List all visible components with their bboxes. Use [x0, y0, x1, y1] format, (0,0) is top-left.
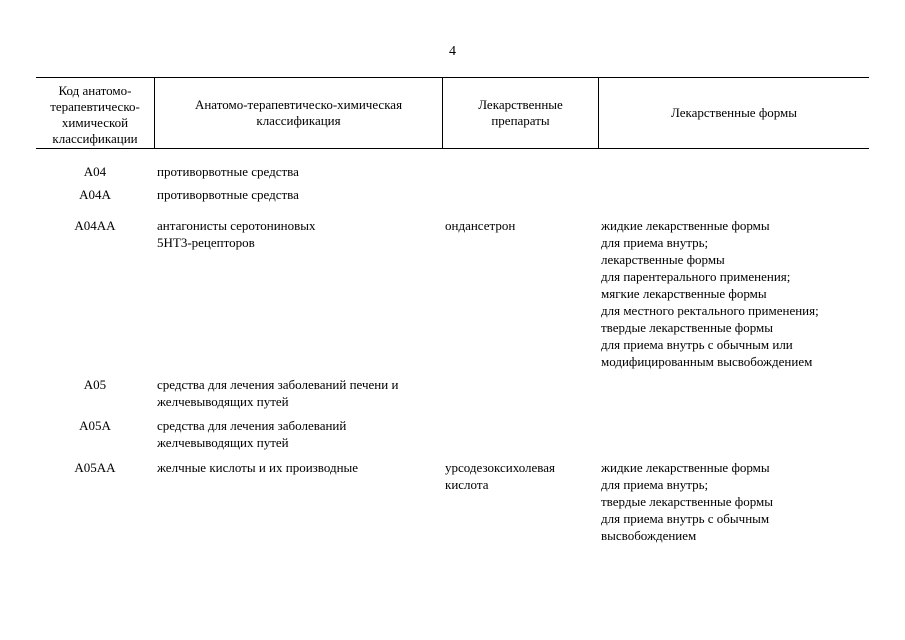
row-atc: противорвотные средства	[157, 164, 299, 179]
row-forms: жидкие лекарственные формы для приема внутрь; твердые лекарственные формы для приема внутрь с обычным высвобождением	[601, 460, 773, 543]
row-atc: антагонисты серотониновых 5НТ3-рецепторов	[157, 218, 316, 250]
row-atc: средства для лечения заболеваний желчевыводящих путей	[157, 418, 347, 450]
row-atc: средства для лечения заболеваний печени и желчевыводящих путей	[157, 377, 399, 409]
header-drugs: Лекарственные препараты	[478, 97, 563, 128]
row-code: А04А	[79, 187, 111, 202]
row-code: А05АА	[74, 460, 116, 475]
row-atc: желчные кислоты и их производные	[157, 460, 359, 475]
row-atc: противорвотные средства	[157, 187, 299, 202]
row-code: А04АА	[74, 218, 116, 233]
row-forms: жидкие лекарственные формы для приема внутрь; лекарственные формы для парентерального применения; мягкие лекарственные формы для местного ректального применения; твердые лекарственные формы для приема внутрь с обычным или модифицированным высвобождением	[601, 218, 819, 369]
row-drug: ондансетрон	[445, 218, 516, 233]
row-drug: урсодезоксихолевая кислота	[445, 460, 556, 492]
header-forms: Лекарственные формы	[670, 105, 798, 120]
table-header	[36, 77, 869, 149]
row-code: А05	[83, 377, 107, 392]
header-atc: Анатомо-терапевтическо-химическая классификация	[194, 97, 403, 128]
row-code: А04	[83, 164, 107, 179]
page-number: 4	[449, 44, 456, 59]
row-code: А05А	[79, 418, 111, 433]
drug-classification-table	[36, 77, 869, 543]
header-code: Код анатомо- терапевтическо- химической классификации	[50, 83, 140, 146]
